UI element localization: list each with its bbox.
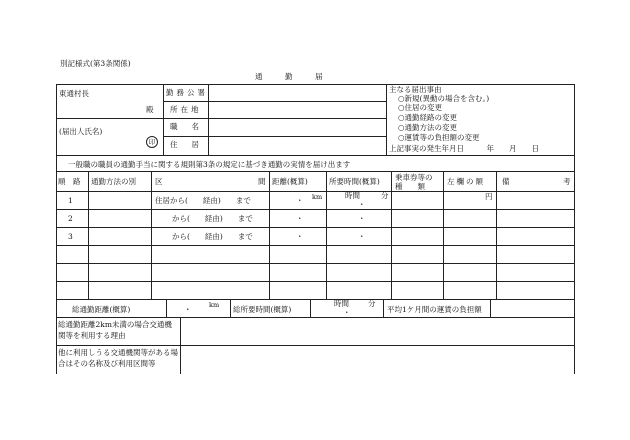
seal-mark: 印 [146, 136, 158, 148]
form-title: 通 勤 届 [255, 72, 323, 81]
position-label: 職名 [170, 122, 213, 131]
row-1-time-dot: ・ [358, 200, 366, 209]
row-3-time-dot: ・ [358, 232, 366, 241]
col-section-start: 区 [155, 177, 163, 186]
short-distance-reason: 総通勤距離2km未満の場合交通機関等を利用する理由 [58, 320, 172, 340]
reason-route: ○通勤経路の変更 [398, 113, 458, 122]
col-remarks-end: 考 [563, 177, 571, 186]
col-order: 順 路 [58, 177, 81, 186]
col-remarks-start: 備 [502, 177, 510, 186]
row-1-yen: 円 [485, 192, 493, 201]
row-3-route: から( 経由) まで [172, 232, 253, 241]
total-time-hours: 時間 [334, 299, 349, 308]
col-time: 所要時間(概算) [329, 177, 380, 186]
total-distance-dot: ・ [184, 305, 192, 314]
row-2-route: から( 経由) まで [172, 214, 253, 223]
col-distance: 距離(概算) [272, 177, 308, 186]
reasons-heading: 主なる届出事由 [389, 85, 442, 94]
form-label: 別記様式(第3条関係) [60, 59, 131, 68]
col-amount: 左欄の額 [447, 177, 485, 186]
col-method: 通勤方法の別 [91, 177, 136, 186]
reason-new: ○新規(異動の場合を含む。) [398, 94, 490, 103]
applicant-name-label: (届出人氏名) [59, 127, 103, 136]
honorific: 殿 [146, 105, 154, 114]
row-2-time-dot: ・ [358, 214, 366, 223]
reason-fare: ○運賃等の負担額の変更 [398, 133, 480, 142]
col-ticket-2: 種 類 [395, 182, 425, 191]
row-1-time-hours: 時間 [345, 191, 360, 200]
row-1-number: 1 [68, 196, 73, 205]
occurrence-date: 上記事実の発生年月日 年 月 日 [389, 144, 539, 153]
row-1-distance-dot: ・ [296, 196, 304, 205]
row-1-route: 住居から( 経由) まで [155, 196, 251, 205]
row-1-time-minutes: 分 [381, 191, 389, 200]
total-distance-label: 総通勤距離(概算) [72, 305, 131, 314]
reason-method: ○通勤方法の変更 [398, 123, 458, 132]
col-ticket-1: 乗車券等の [395, 173, 433, 182]
residence-label: 住居 [170, 140, 213, 149]
workplace-label: 勤務公署 [166, 88, 208, 97]
addressee: 東通村長 [59, 89, 89, 98]
total-time-minutes: 分 [368, 299, 376, 308]
row-2-number: 2 [68, 214, 73, 223]
other-transport-note: 他に利用しうる交通機関等がある場合はその名称及び利用区間等 [58, 348, 178, 368]
total-time-dot: ・ [343, 308, 351, 317]
monthly-fare-label: 平均1ケ月間の運賃の負担額 [387, 305, 482, 314]
total-distance-unit: km [209, 301, 220, 309]
col-section-end: 間 [258, 177, 266, 186]
total-time-label: 総所要時間(概算) [233, 305, 292, 314]
row-2-distance-dot: ・ [296, 214, 304, 223]
row-1-distance-unit: km [312, 193, 323, 201]
reason-residence: ○住居の変更 [398, 103, 443, 112]
row-3-distance-dot: ・ [296, 232, 304, 241]
location-label: 所在地 [170, 105, 202, 114]
declaration-text: 一般職の職員の通勤手当に関する規則第3条の規定に基づき通勤の実情を届け出ます [68, 160, 351, 169]
row-3-number: 3 [68, 232, 73, 241]
